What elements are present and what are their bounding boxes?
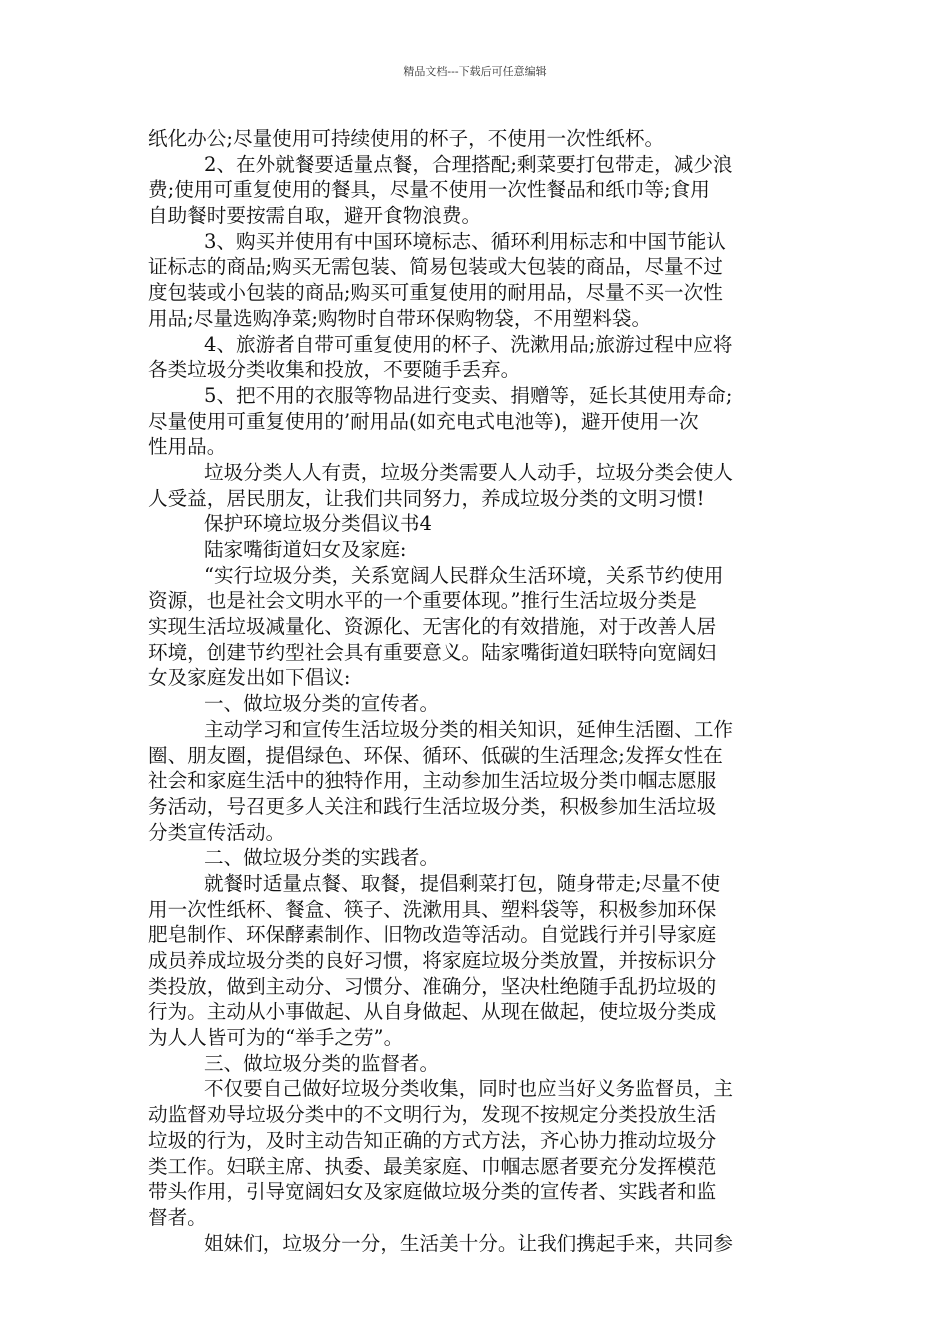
text-line: 尽量使用可重复使用的’耐用品(如充电式电池等)，避开使用一次 bbox=[148, 409, 699, 433]
text-line: 分类宣传活动。 bbox=[148, 820, 286, 844]
text-line: 用品;尽量选购净菜;购物时自带环保购物袋，不用塑料袋。 bbox=[148, 306, 652, 330]
text-line: 成员养成垃圾分类的良好习惯，将家庭垃圾分类放置，并按标识分 bbox=[148, 949, 717, 972]
text-line: 陆家嘴街道妇女及家庭: bbox=[204, 538, 407, 561]
text-line: 性用品。 bbox=[148, 435, 227, 459]
text-line: 肥皂制作、环保酵素制作、旧物改造等活动。自觉践行并引导家庭 bbox=[148, 923, 717, 947]
text-line: 主动学习和宣传生活垃圾分类的相关知识，延伸生活圈、工作 bbox=[204, 717, 734, 741]
text-line: 三、做垃圾分类的监督者。 bbox=[204, 1051, 440, 1075]
text-line: 3、购买并使用有中国环境标志、循环利用标志和中国节能认 bbox=[204, 229, 726, 253]
text-line: 类工作。妇联主席、执委、最美家庭、巾帼志愿者要充分发挥模范 bbox=[148, 1154, 717, 1178]
text-line: 一、做垃圾分类的宣传者。 bbox=[204, 692, 440, 716]
document-body bbox=[148, 126, 808, 1256]
text-line: 垃圾的行为，及时主动告知正确的方式方法，齐心协力推动垃圾分 bbox=[148, 1128, 717, 1152]
text-line: 5、把不用的衣服等物品进行变卖、捐赠等，延长其使用寿命; bbox=[204, 383, 733, 407]
text-line: 保护环境垃圾分类倡议书4 bbox=[204, 512, 432, 536]
text-line: 2、在外就餐要适量点餐，合理搭配;剩菜要打包带走，减少浪 bbox=[204, 152, 733, 176]
text-line: 二、做垃圾分类的实践者。 bbox=[204, 846, 440, 870]
text-line: 不仅要自己做好垃圾分类收集，同时也应当好义务监督员，主 bbox=[204, 1077, 734, 1101]
text-line: 行为。主动从小事做起、从自身做起、从现在做起，使垃圾分类成 bbox=[148, 1000, 717, 1024]
text-line: 资源，也是社会文明水平的一个重要体现。”推行生活垃圾分类是 bbox=[148, 589, 697, 613]
text-line: 环境，创建节约型社会具有重要意义。陆家嘴街道妇联特向宽阔妇 bbox=[148, 640, 717, 664]
text-line: 带头作用，引导宽阔妇女及家庭做垃圾分类的宣传者、实践者和监 bbox=[148, 1180, 717, 1204]
text-line: 4、旅游者自带可重复使用的杯子、洗漱用品;旅游过程中应将 bbox=[204, 332, 733, 356]
text-line: 各类垃圾分类收集和投放，不要随手丢弃。 bbox=[148, 358, 521, 382]
text-line: 女及家庭发出如下倡议: bbox=[148, 666, 351, 690]
text-line: 动监督劝导垃圾分类中的不文明行为，发现不按规定分类投放生活 bbox=[148, 1103, 717, 1127]
text-line: 社会和家庭生活中的独特作用，主动参加生活垃圾分类巾帼志愿服 bbox=[148, 769, 717, 793]
text-line: 务活动，号召更多人关注和践行生活垃圾分类，积极参加生活垃圾 bbox=[148, 794, 717, 818]
page-header: 精品文档---下载后可任意编辑 bbox=[403, 65, 547, 78]
text-line: 自助餐时要按需自取，避开食物浪费。 bbox=[148, 204, 482, 228]
text-line: 就餐时适量点餐、取餐，提倡剩菜打包，随身带走;尽量不使 bbox=[204, 871, 721, 895]
text-line: 圈、朋友圈，提倡绿色、环保、循环、低碳的生活理念;发挥女性在 bbox=[148, 743, 723, 767]
text-line: 垃圾分类人人有责，垃圾分类需要人人动手，垃圾分类会使人 bbox=[204, 460, 734, 484]
text-line: “实行垃圾分类，关系宽阔人民群众生活环境，关系节约使用 bbox=[204, 563, 724, 587]
text-line: 证标志的商品;购买无需包装、简易包装或大包装的商品，尽量不过 bbox=[148, 255, 723, 279]
text-line: 为人人皆可为的“举手之劳”。 bbox=[148, 1026, 404, 1050]
text-line: 人受益，居民朋友，让我们共同努力，养成垃圾分类的文明习惯! bbox=[148, 486, 705, 510]
text-line: 姐妹们，垃圾分一分，生活美十分。让我们携起手来，共同参 bbox=[204, 1231, 734, 1255]
text-line: 用一次性纸杯、餐盒、筷子、洗漱用具、塑料袋等，积极参加环保 bbox=[148, 897, 717, 921]
text-line: 纸化办公;尽量使用可持续使用的杯子，不使用一次性纸杯。 bbox=[148, 127, 665, 150]
text-line: 度包装或小包装的商品;购买可重复使用的耐用品，尽量不买一次性 bbox=[148, 281, 723, 305]
text-line: 费;使用可重复使用的餐具，尽量不使用一次性餐品和纸巾等;食用 bbox=[148, 178, 710, 202]
text-line: 实现生活垃圾减量化、资源化、无害化的有效措施，对于改善人居 bbox=[148, 615, 717, 639]
text-line: 类投放，做到主动分、习惯分、准确分，坚决杜绝随手乱扔垃圾的 bbox=[148, 974, 717, 998]
text-line: 督者。 bbox=[148, 1205, 207, 1229]
